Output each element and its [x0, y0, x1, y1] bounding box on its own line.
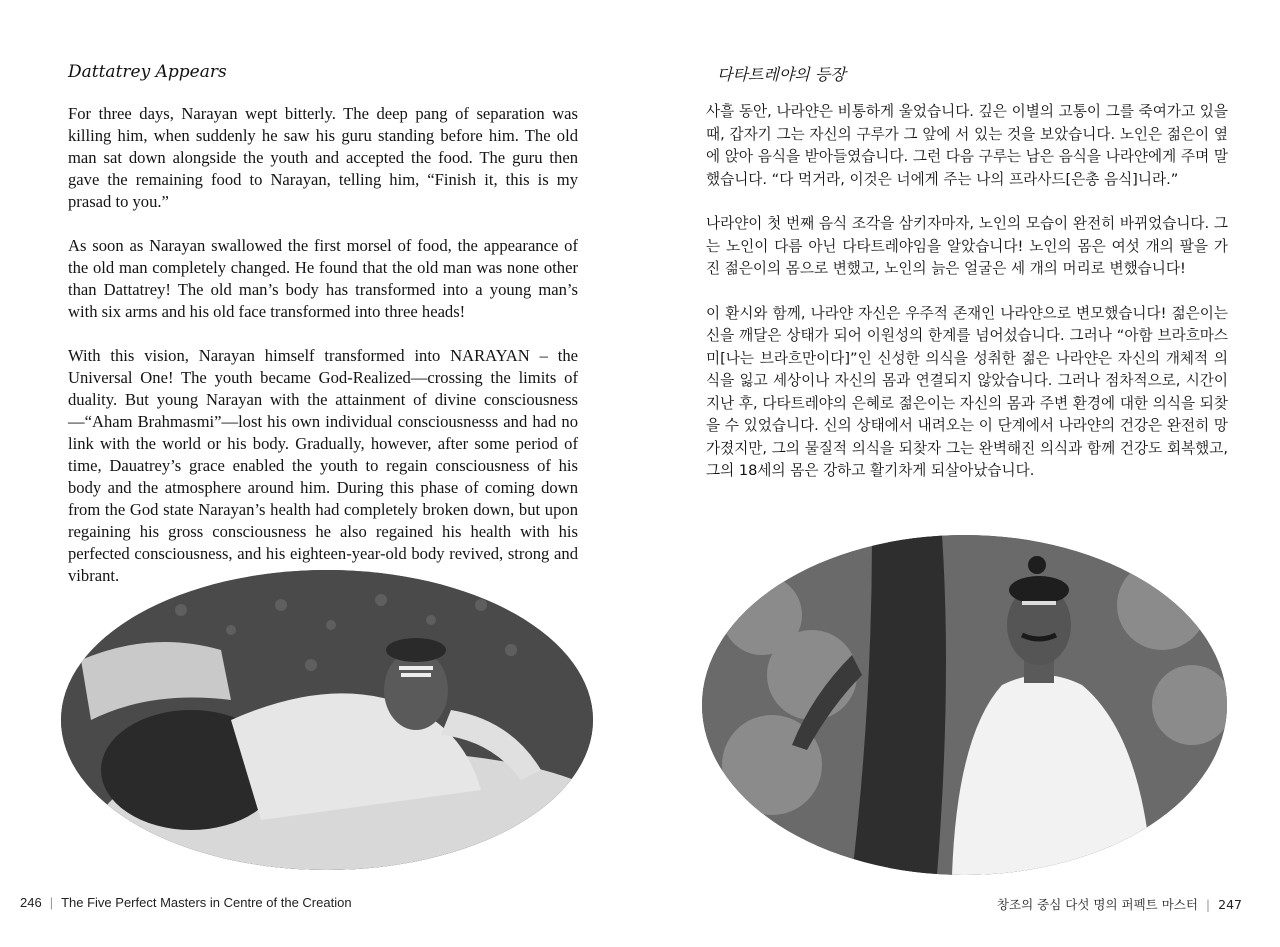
right-page [640, 0, 1280, 947]
section-title-korean: 다타트레야의 등장 [717, 65, 846, 84]
korean-body-text [706, 101, 1228, 505]
paragraph-3: 이 환시와 함께, 나라얀 자신은 우주적 존재인 나라얀으로 변모했습니다! 젊은이는 신을 깨달은 상태가 되어 이원성의 한계를 넘어섰습니다. 그러나 “아함 브라흐마스미[나는 브라흐만이다]”인 신성한 의식을 성취한 젊은 나라얀은 자신의 개체적 의식을 잃고 세상이나 자신의 몸과 연결되지 않았습니다. 그러나 점차적으로, 시간이 지난 후, 다타트레야의 은혜로 젊은이는 자신의 몸과 주변 환경에 대한 의식을 되찾을 수 있었습니다. 신의 상태에서 내려오는 이 단계에서 나라얀의 건강은 완전히 망가졌지만, 그의 물질적 의식을 되찾자 그는 완벽해진 의식과 함께 건강도 회복했고, 그의 18세의 몸은 강하고 활기차게 되살아났습니다. [706, 304, 1228, 479]
paragraph-3: With this vision, Narayan himself transformed into NARAYAN – the Universal One! The youth became God-Realized—crossing the limits of duality. But young Narayan with the attainment of divine consciousness—“Aham Brahmasmi”—lost his own individual consciousnesss and had no link with the world or his body. Gradually, however, after some period of time, Dauatrey’s grace enabled the youth to regain consciousness of his body and the atmosphere around him. During this phase of coming down from the God state Narayan’s health had completely broken down, but upon regaining his gross consciousness he also regained his health with his perfected consciousness, and his eighteen-year-old body revived, strong and vibrant. [68, 346, 578, 585]
footer-separator: | [1205, 897, 1211, 912]
book-title-english: The Five Perfect Masters in Centre of the Creation [61, 895, 352, 910]
paragraph-1: For three days, Narayan wept bitterly. The deep pang of separation was killing him, when suddenly he saw his guru standing before him. The old man sat down alongside the youth and accepted the food. The guru then gave the remaining food to Narayan, telling him, “Finish it, this is my prasad to you.” [68, 104, 578, 211]
footer-left [20, 895, 352, 910]
english-body-text [68, 103, 578, 609]
photo-standing-man [702, 535, 1227, 875]
page-number-right: 247 [1218, 897, 1242, 912]
photo-reclining-man [61, 570, 593, 870]
footer-separator: | [49, 895, 54, 910]
paragraph-2: 나라얀이 첫 번째 음식 조각을 삼키자마자, 노인의 모습이 완전히 바뀌었습니다. 그는 노인이 다름 아닌 다타트레야임을 알았습니다! 노인의 몸은 여섯 개의 팔을 가진 젊은이의 몸으로 변했고, 노인의 늙은 얼굴은 세 개의 머리로 변했습니다! [706, 215, 1228, 277]
book-title-korean: 창조의 중심 다섯 명의 퍼펙트 마스터 [996, 897, 1198, 912]
paragraph-1: 사흘 동안, 나라얀은 비통하게 울었습니다. 깊은 이별의 고통이 그를 죽여가고 있을 때, 갑자기 그는 자신의 구루가 그 앞에 서 있는 것을 보았습니다. 노인은 젊은이 옆에 앉아 음식을 받아들였습니다. 그런 다음 구루는 남은 음식을 나라얀에게 주며 말했습니다. “다 먹거라, 이것은 너에게 주는 나의 프라사드[은총 음식]니라.” [706, 103, 1228, 188]
section-title-english: Dattatrey Appears [68, 62, 227, 82]
paragraph-2: As soon as Narayan swallowed the first morsel of food, the appearance of the old man completely changed. He found that the old man was none other than Dattatrey! The old man’s body has transformed into a young man’s with six arms and his old face transformed into three heads! [68, 236, 578, 321]
page-number-left: 246 [20, 895, 42, 910]
footer-right [997, 895, 1242, 913]
